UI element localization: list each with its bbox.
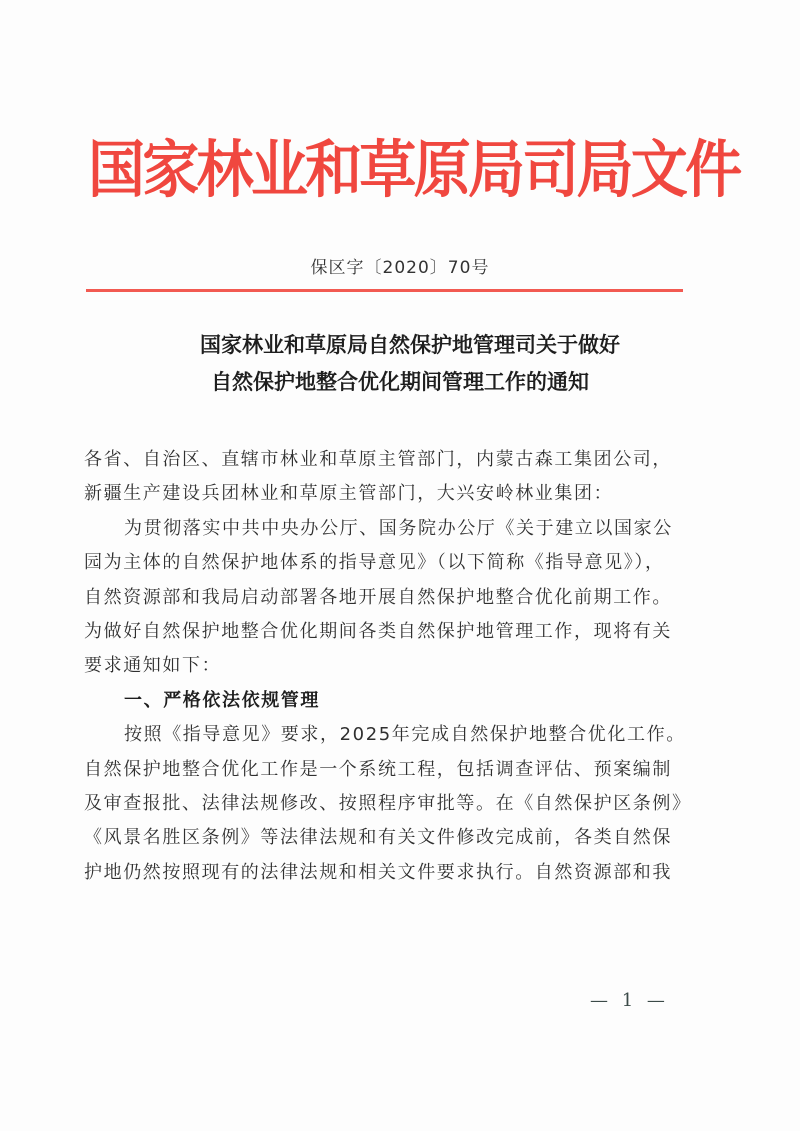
paragraph-1-line-4: 为做好自然保护地整合优化期间各类自然保护地管理工作，现将有关 — [84, 620, 672, 642]
paragraph-2-line-3: 及审查报批、法律法规修改、按照程序审批等。在《自然保护区条例》 — [84, 792, 692, 814]
paragraph-1-line-5: 要求通知如下： — [84, 655, 222, 677]
paragraph-2-line-1: 按照《指导意见》要求，2025年完成自然保护地整合优化工作。 — [124, 724, 686, 746]
notice-title — [0, 326, 800, 400]
paragraph-2-line-2: 自然保护地整合优化工作是一个系统工程，包括调查评估、预案编制 — [84, 758, 672, 780]
paragraph-1-line-3: 自然资源部和我局启动部署各地开展自然保护地整合优化前期工作。 — [84, 586, 672, 608]
red-divider-line — [86, 289, 683, 292]
notice-body — [84, 443, 724, 890]
addressee-line-1: 各省、自治区、直辖市林业和草原主管部门，内蒙古森工集团公司， — [84, 449, 672, 470]
paragraph-1-line-1: 为贯彻落实中共中央办公厅、国务院办公厅《关于建立以国家公 — [124, 517, 673, 539]
masthead-title: 国家林业和草原局司局文件 — [88, 133, 740, 206]
addressee-line-2: 新疆生产建设兵团林业和草原主管部门，大兴安岭林业集团： — [84, 483, 614, 505]
section-heading-1: 一、严格依法依规管理 — [124, 689, 320, 711]
notice-title-line-2: 自然保护地整合优化期间管理工作的通知 — [211, 369, 589, 394]
paragraph-2-line-4: 《风景名胜区条例》等法律法规和有关文件修改完成前，各类自然保 — [84, 827, 672, 849]
paragraph-2-line-5: 护地仍然按照现有的法律法规和相关文件要求执行。自然资源部和我 — [84, 861, 672, 883]
paragraph-1-line-2: 园为主体的自然保护地体系的指导意见》（以下简称《指导意见》）， — [84, 552, 665, 574]
page-number: — 1 — — [590, 990, 669, 1011]
notice-title-line-1: 国家林业和草原局自然保护地管理司关于做好 — [200, 332, 620, 357]
document-number: 保区字〔2020〕70号 — [310, 258, 490, 278]
